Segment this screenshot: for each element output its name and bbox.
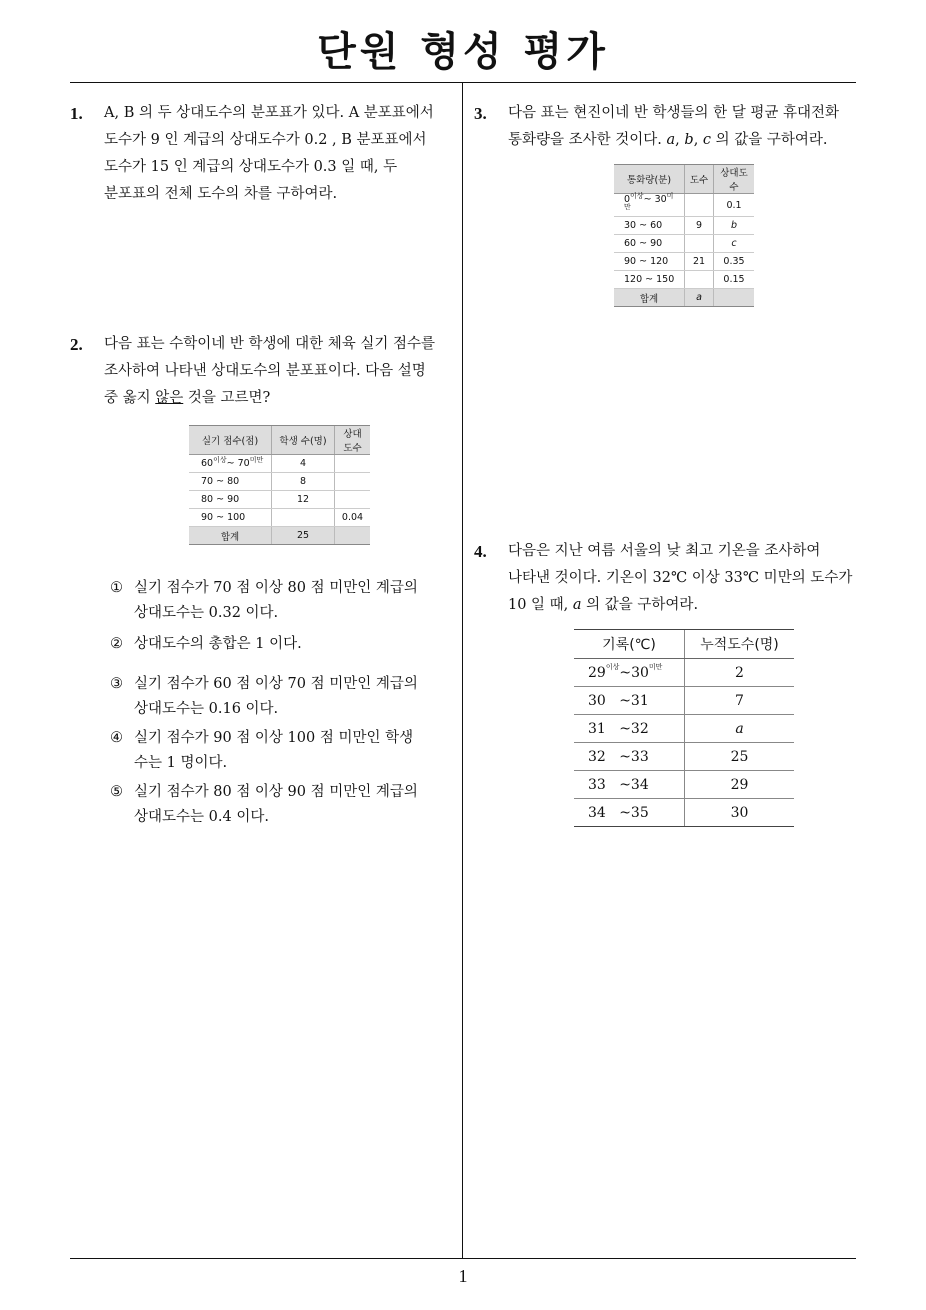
question-2-line: 다음 표는 수학이네 반 학생에 대한 체육 실기 점수를 — [104, 336, 436, 352]
table-cell: 0.15 — [714, 271, 755, 289]
table-cell: 80 ~ 90 — [189, 491, 272, 509]
table-row — [189, 455, 370, 473]
table-cell: 0.04 — [335, 509, 371, 527]
header-rule — [70, 82, 856, 83]
table-cell: 0.1 — [714, 194, 755, 217]
table-cell: 31 ~32 — [574, 715, 685, 743]
question-2-text — [104, 331, 435, 412]
table-cell: 2 — [685, 659, 795, 687]
table-cell: 25 — [272, 527, 335, 545]
question-2-line — [104, 385, 435, 412]
table-cell: $29^{이상}\sim 30^{미만}$ — [574, 659, 685, 687]
table-cell: 25 — [685, 743, 795, 771]
table-row — [614, 217, 754, 235]
table-cell — [335, 473, 371, 491]
question-4-line: 나타낸 것이다. 기온이 32℃ 이상 33℃ 미만의 도수가 — [508, 570, 853, 586]
table-cell: 합계 — [189, 527, 272, 545]
table-header: 상대도수 — [335, 426, 371, 455]
table-cell: 29 — [685, 771, 795, 799]
table-header-row — [574, 630, 794, 659]
table-row — [189, 473, 370, 491]
table-cell: $60^{이상}\sim$ $70^{미만}$ — [189, 455, 272, 473]
table-cell: 7 — [685, 687, 795, 715]
table-cell: 33 ~34 — [574, 771, 685, 799]
question-2-number: 2. — [70, 335, 83, 354]
table-header: 상대도수 — [714, 165, 755, 194]
table-cell: a — [685, 289, 714, 307]
table-header: 통화량(분) — [614, 165, 685, 194]
question-4-line: 다음은 지난 여름 서울의 낮 최고 기온을 조사하여 — [508, 543, 821, 559]
table-cell: 0.35 — [714, 253, 755, 271]
table-cell: 34 ~35 — [574, 799, 685, 827]
column-divider — [462, 83, 463, 1259]
table-row — [189, 491, 370, 509]
table-row — [614, 194, 754, 217]
table-row — [574, 715, 794, 743]
table-total-row — [189, 527, 370, 545]
question-1-text — [104, 100, 434, 208]
question-3-line: 다음 표는 현진이네 반 학생들의 한 달 평균 휴대전화 — [508, 105, 840, 121]
table-cell — [685, 194, 714, 217]
table-cell — [685, 235, 714, 253]
table-cell — [335, 455, 371, 473]
table-row — [574, 659, 794, 687]
table-row — [574, 743, 794, 771]
table-cell — [335, 527, 371, 545]
question-2-line: 조사하여 나타낸 상대도수의 분포표이다. 다음 설명 — [104, 363, 426, 379]
table-cell: 90 ~ 100 — [189, 509, 272, 527]
table-header: 누적도수(명) — [685, 630, 795, 659]
table-cell: 30 ~31 — [574, 687, 685, 715]
table-cell: 60 ~ 90 — [614, 235, 685, 253]
table-cell: c — [714, 235, 755, 253]
table-header: 실기 점수(점) — [189, 426, 272, 455]
question-2-line3-post: 것을 고르면? — [183, 390, 271, 406]
table-header-row — [614, 165, 754, 194]
table-cell: 8 — [272, 473, 335, 491]
table-cell: 30 ~ 60 — [614, 217, 685, 235]
table-row — [614, 235, 754, 253]
question-4-line: 10 일 때, a 의 값을 구하여라. — [508, 597, 699, 613]
table-header-row — [189, 426, 370, 455]
table-cell: 120 ~ 150 — [614, 271, 685, 289]
table-total-row — [614, 289, 754, 307]
question-4-text — [508, 538, 852, 619]
table-cell: 12 — [272, 491, 335, 509]
table-cell — [714, 289, 755, 307]
table-cell: 합계 — [614, 289, 685, 307]
q2-frequency-table — [189, 425, 370, 545]
table-cell: 21 — [685, 253, 714, 271]
table-cell — [685, 271, 714, 289]
table-row — [574, 687, 794, 715]
table-header: 학생 수(명) — [272, 426, 335, 455]
page-number: 1 — [458, 1266, 468, 1286]
table-row — [574, 771, 794, 799]
question-1-line: 도수가 9 인 계급의 상대도수가 0.2 , B 분포표에서 — [104, 132, 427, 148]
question-1-line: A, B 의 두 상대도수의 분포표가 있다. A 분포표에서 — [104, 105, 434, 121]
page-title: 단원 형성 평가 — [317, 29, 609, 75]
question-1-line: 도수가 15 인 계급의 상대도수가 0.3 일 때, 두 — [104, 159, 398, 175]
table-cell: 32 ~33 — [574, 743, 685, 771]
q4-cumulative-table — [574, 629, 794, 827]
footer-rule — [70, 1258, 856, 1259]
question-3-line: 통화량을 조사한 것이다. a, b, c 의 값을 구하여라. — [508, 132, 828, 148]
table-row — [614, 271, 754, 289]
table-cell: $0^{이상}\sim$ $30^{미만}$ — [614, 194, 685, 217]
table-cell: 90 ~ 120 — [614, 253, 685, 271]
q3-frequency-table — [614, 164, 754, 307]
table-cell: 9 — [685, 217, 714, 235]
table-cell: a — [685, 715, 795, 743]
table-cell — [272, 509, 335, 527]
question-1-line: 분포표의 전체 도수의 차를 구하여라. — [104, 186, 338, 202]
table-cell: 30 — [685, 799, 795, 827]
table-header: 도수 — [685, 165, 714, 194]
table-cell: b — [714, 217, 755, 235]
table-cell — [335, 491, 371, 509]
question-3-number: 3. — [474, 104, 487, 123]
question-4-number: 4. — [474, 542, 487, 561]
table-cell: 4 — [272, 455, 335, 473]
table-row — [574, 799, 794, 827]
question-1-number: 1. — [70, 104, 83, 123]
underlined-word: 않은 — [155, 390, 184, 406]
question-3-text — [508, 100, 839, 154]
table-row — [189, 509, 370, 527]
table-cell: 70 ~ 80 — [189, 473, 272, 491]
table-header: 기록(℃) — [574, 630, 685, 659]
table-row — [614, 253, 754, 271]
question-2-line3-pre: 중 옳지 — [104, 390, 156, 406]
